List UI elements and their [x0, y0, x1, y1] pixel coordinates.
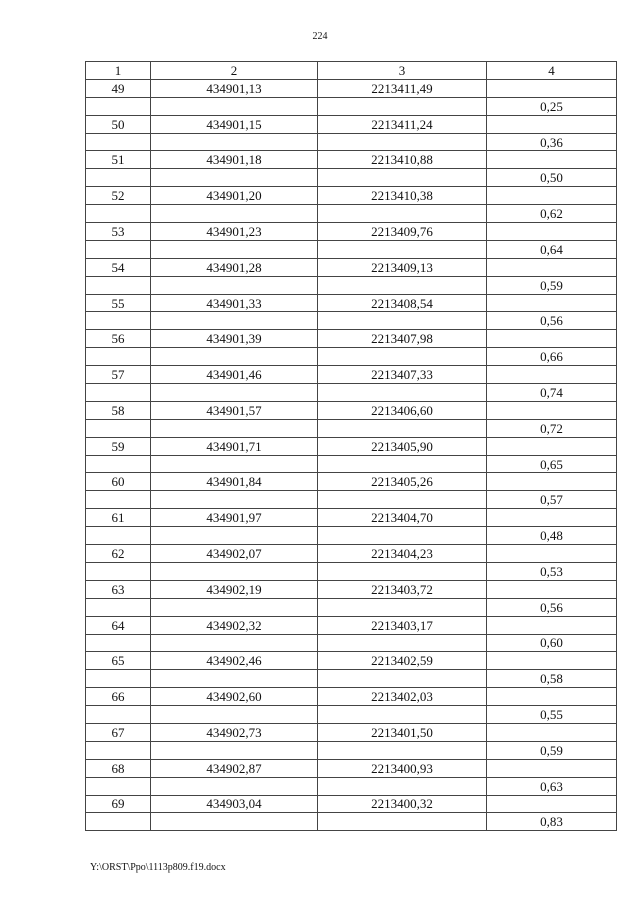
- empty-cell: [487, 223, 617, 241]
- empty-cell: [86, 777, 151, 795]
- x-coordinate-cell: 434902,60: [151, 688, 318, 706]
- y-coordinate-cell: 2213410,88: [318, 151, 487, 169]
- empty-cell: [86, 455, 151, 473]
- table-row: [86, 688, 617, 706]
- y-coordinate-cell: 2213403,17: [318, 616, 487, 634]
- table-row: [86, 133, 617, 151]
- distance-cell: 0,59: [487, 276, 617, 294]
- empty-cell: [318, 455, 487, 473]
- x-coordinate-cell: 434901,20: [151, 187, 318, 205]
- empty-cell: [86, 741, 151, 759]
- table-row: [86, 473, 617, 491]
- empty-cell: [487, 795, 617, 813]
- table-row: [86, 527, 617, 545]
- table-row: [86, 723, 617, 741]
- table-row: [86, 741, 617, 759]
- empty-cell: [151, 670, 318, 688]
- x-coordinate-cell: 434901,39: [151, 330, 318, 348]
- table-row: [86, 97, 617, 115]
- table-row: [86, 706, 617, 724]
- table-row: [86, 580, 617, 598]
- point-number-cell: 67: [86, 723, 151, 741]
- empty-cell: [487, 723, 617, 741]
- empty-cell: [151, 348, 318, 366]
- empty-cell: [86, 598, 151, 616]
- empty-cell: [487, 187, 617, 205]
- empty-cell: [318, 169, 487, 187]
- header-cell-1: 1: [86, 62, 151, 80]
- point-number-cell: 62: [86, 545, 151, 563]
- table-row: [86, 330, 617, 348]
- empty-cell: [86, 419, 151, 437]
- table-row: [86, 813, 617, 831]
- point-number-cell: 68: [86, 759, 151, 777]
- point-number-cell: 54: [86, 258, 151, 276]
- y-coordinate-cell: 2213404,70: [318, 509, 487, 527]
- empty-cell: [318, 598, 487, 616]
- x-coordinate-cell: 434901,23: [151, 223, 318, 241]
- distance-cell: 0,58: [487, 670, 617, 688]
- point-number-cell: 58: [86, 401, 151, 419]
- distance-cell: 0,56: [487, 598, 617, 616]
- empty-cell: [86, 276, 151, 294]
- x-coordinate-cell: 434901,46: [151, 366, 318, 384]
- distance-cell: 0,48: [487, 527, 617, 545]
- empty-cell: [487, 580, 617, 598]
- x-coordinate-cell: 434901,33: [151, 294, 318, 312]
- distance-cell: 0,59: [487, 741, 617, 759]
- x-coordinate-cell: 434902,73: [151, 723, 318, 741]
- table-row: [86, 276, 617, 294]
- y-coordinate-cell: 2213402,59: [318, 652, 487, 670]
- distance-cell: 0,55: [487, 706, 617, 724]
- empty-cell: [487, 330, 617, 348]
- empty-cell: [151, 169, 318, 187]
- y-coordinate-cell: 2213400,93: [318, 759, 487, 777]
- empty-cell: [86, 169, 151, 187]
- distance-cell: 0,66: [487, 348, 617, 366]
- empty-cell: [487, 115, 617, 133]
- table-row: [86, 616, 617, 634]
- table-row: [86, 562, 617, 580]
- table-row: [86, 598, 617, 616]
- empty-cell: [151, 419, 318, 437]
- x-coordinate-cell: 434902,46: [151, 652, 318, 670]
- empty-cell: [151, 240, 318, 258]
- point-number-cell: 49: [86, 79, 151, 97]
- distance-cell: 0,83: [487, 813, 617, 831]
- distance-cell: 0,53: [487, 562, 617, 580]
- y-coordinate-cell: 2213408,54: [318, 294, 487, 312]
- empty-cell: [318, 527, 487, 545]
- table-row: [86, 151, 617, 169]
- table-row: [86, 509, 617, 527]
- empty-cell: [151, 491, 318, 509]
- empty-cell: [151, 598, 318, 616]
- y-coordinate-cell: 2213407,98: [318, 330, 487, 348]
- point-number-cell: 56: [86, 330, 151, 348]
- table-row: [86, 491, 617, 509]
- table-row: [86, 79, 617, 97]
- empty-cell: [318, 97, 487, 115]
- x-coordinate-cell: 434902,87: [151, 759, 318, 777]
- header-cell-4: 4: [487, 62, 617, 80]
- table-row: [86, 294, 617, 312]
- x-coordinate-cell: 434901,18: [151, 151, 318, 169]
- point-number-cell: 66: [86, 688, 151, 706]
- distance-cell: 0,64: [487, 240, 617, 258]
- point-number-cell: 53: [86, 223, 151, 241]
- table-row: [86, 187, 617, 205]
- y-coordinate-cell: 2213411,49: [318, 79, 487, 97]
- table-row: [86, 115, 617, 133]
- y-coordinate-cell: 2213409,76: [318, 223, 487, 241]
- empty-cell: [86, 133, 151, 151]
- empty-cell: [487, 79, 617, 97]
- empty-cell: [318, 813, 487, 831]
- header-cell-3: 3: [318, 62, 487, 80]
- distance-cell: 0,36: [487, 133, 617, 151]
- empty-cell: [318, 205, 487, 223]
- empty-cell: [86, 706, 151, 724]
- empty-cell: [318, 312, 487, 330]
- distance-cell: 0,60: [487, 634, 617, 652]
- table-row: [86, 401, 617, 419]
- empty-cell: [151, 97, 318, 115]
- empty-cell: [151, 562, 318, 580]
- empty-cell: [487, 294, 617, 312]
- point-number-cell: 59: [86, 437, 151, 455]
- point-number-cell: 64: [86, 616, 151, 634]
- x-coordinate-cell: 434902,19: [151, 580, 318, 598]
- table-row: [86, 652, 617, 670]
- empty-cell: [487, 258, 617, 276]
- empty-cell: [151, 706, 318, 724]
- table-row: [86, 437, 617, 455]
- empty-cell: [86, 491, 151, 509]
- x-coordinate-cell: 434901,15: [151, 115, 318, 133]
- x-coordinate-cell: 434901,28: [151, 258, 318, 276]
- empty-cell: [86, 205, 151, 223]
- distance-cell: 0,62: [487, 205, 617, 223]
- empty-cell: [86, 384, 151, 402]
- empty-cell: [487, 151, 617, 169]
- empty-cell: [318, 741, 487, 759]
- x-coordinate-cell: 434901,57: [151, 401, 318, 419]
- x-coordinate-cell: 434902,07: [151, 545, 318, 563]
- empty-cell: [318, 491, 487, 509]
- y-coordinate-cell: 2213409,13: [318, 258, 487, 276]
- x-coordinate-cell: 434902,32: [151, 616, 318, 634]
- empty-cell: [487, 366, 617, 384]
- empty-cell: [151, 276, 318, 294]
- empty-cell: [86, 562, 151, 580]
- table-row: [86, 312, 617, 330]
- y-coordinate-cell: 2213402,03: [318, 688, 487, 706]
- empty-cell: [151, 384, 318, 402]
- x-coordinate-cell: 434901,84: [151, 473, 318, 491]
- table-row: [86, 759, 617, 777]
- table-row: [86, 205, 617, 223]
- y-coordinate-cell: 2213400,32: [318, 795, 487, 813]
- point-number-cell: 51: [86, 151, 151, 169]
- empty-cell: [86, 527, 151, 545]
- empty-cell: [151, 133, 318, 151]
- table-row: [86, 366, 617, 384]
- table-row: [86, 348, 617, 366]
- empty-cell: [151, 205, 318, 223]
- empty-cell: [487, 437, 617, 455]
- empty-cell: [151, 527, 318, 545]
- distance-cell: 0,74: [487, 384, 617, 402]
- distance-cell: 0,50: [487, 169, 617, 187]
- empty-cell: [151, 634, 318, 652]
- point-number-cell: 60: [86, 473, 151, 491]
- point-number-cell: 55: [86, 294, 151, 312]
- empty-cell: [487, 759, 617, 777]
- table-row: [86, 419, 617, 437]
- distance-cell: 0,57: [487, 491, 617, 509]
- empty-cell: [318, 133, 487, 151]
- table-row: [86, 169, 617, 187]
- empty-cell: [318, 240, 487, 258]
- empty-cell: [86, 670, 151, 688]
- y-coordinate-cell: 2213405,90: [318, 437, 487, 455]
- empty-cell: [151, 312, 318, 330]
- empty-cell: [86, 312, 151, 330]
- y-coordinate-cell: 2213403,72: [318, 580, 487, 598]
- footer-file-path: Y:\ORST\Ppo\1113p809.f19.docx: [90, 862, 226, 873]
- header-cell-2: 2: [151, 62, 318, 80]
- distance-cell: 0,56: [487, 312, 617, 330]
- empty-cell: [86, 348, 151, 366]
- empty-cell: [318, 384, 487, 402]
- empty-cell: [151, 455, 318, 473]
- distance-cell: 0,63: [487, 777, 617, 795]
- x-coordinate-cell: 434901,13: [151, 79, 318, 97]
- empty-cell: [151, 741, 318, 759]
- y-coordinate-cell: 2213411,24: [318, 115, 487, 133]
- x-coordinate-cell: 434903,04: [151, 795, 318, 813]
- y-coordinate-cell: 2213404,23: [318, 545, 487, 563]
- empty-cell: [86, 240, 151, 258]
- empty-cell: [487, 688, 617, 706]
- point-number-cell: 50: [86, 115, 151, 133]
- y-coordinate-cell: 2213406,60: [318, 401, 487, 419]
- point-number-cell: 63: [86, 580, 151, 598]
- page-number: 224: [312, 31, 328, 42]
- empty-cell: [86, 97, 151, 115]
- table-header-row: [86, 62, 617, 80]
- table-body: [86, 79, 617, 830]
- point-number-cell: 57: [86, 366, 151, 384]
- empty-cell: [318, 777, 487, 795]
- point-number-cell: 52: [86, 187, 151, 205]
- empty-cell: [86, 634, 151, 652]
- empty-cell: [318, 276, 487, 294]
- table-row: [86, 670, 617, 688]
- distance-cell: 0,25: [487, 97, 617, 115]
- empty-cell: [487, 616, 617, 634]
- y-coordinate-cell: 2213407,33: [318, 366, 487, 384]
- table-row: [86, 455, 617, 473]
- empty-cell: [487, 473, 617, 491]
- table-row: [86, 240, 617, 258]
- empty-cell: [487, 509, 617, 527]
- x-coordinate-cell: 434901,71: [151, 437, 318, 455]
- distance-cell: 0,72: [487, 419, 617, 437]
- y-coordinate-cell: 2213405,26: [318, 473, 487, 491]
- point-number-cell: 61: [86, 509, 151, 527]
- empty-cell: [151, 813, 318, 831]
- empty-cell: [318, 634, 487, 652]
- y-coordinate-cell: 2213401,50: [318, 723, 487, 741]
- empty-cell: [318, 348, 487, 366]
- distance-cell: 0,65: [487, 455, 617, 473]
- empty-cell: [86, 813, 151, 831]
- table-row: [86, 223, 617, 241]
- empty-cell: [318, 670, 487, 688]
- coordinates-table: [85, 61, 617, 831]
- table-row: [86, 777, 617, 795]
- table-row: [86, 795, 617, 813]
- empty-cell: [487, 652, 617, 670]
- point-number-cell: 65: [86, 652, 151, 670]
- x-coordinate-cell: 434901,97: [151, 509, 318, 527]
- table-row: [86, 545, 617, 563]
- empty-cell: [318, 562, 487, 580]
- empty-cell: [318, 706, 487, 724]
- table-row: [86, 258, 617, 276]
- point-number-cell: 69: [86, 795, 151, 813]
- empty-cell: [151, 777, 318, 795]
- y-coordinate-cell: 2213410,38: [318, 187, 487, 205]
- empty-cell: [487, 545, 617, 563]
- table-row: [86, 634, 617, 652]
- table-row: [86, 384, 617, 402]
- empty-cell: [487, 401, 617, 419]
- empty-cell: [318, 419, 487, 437]
